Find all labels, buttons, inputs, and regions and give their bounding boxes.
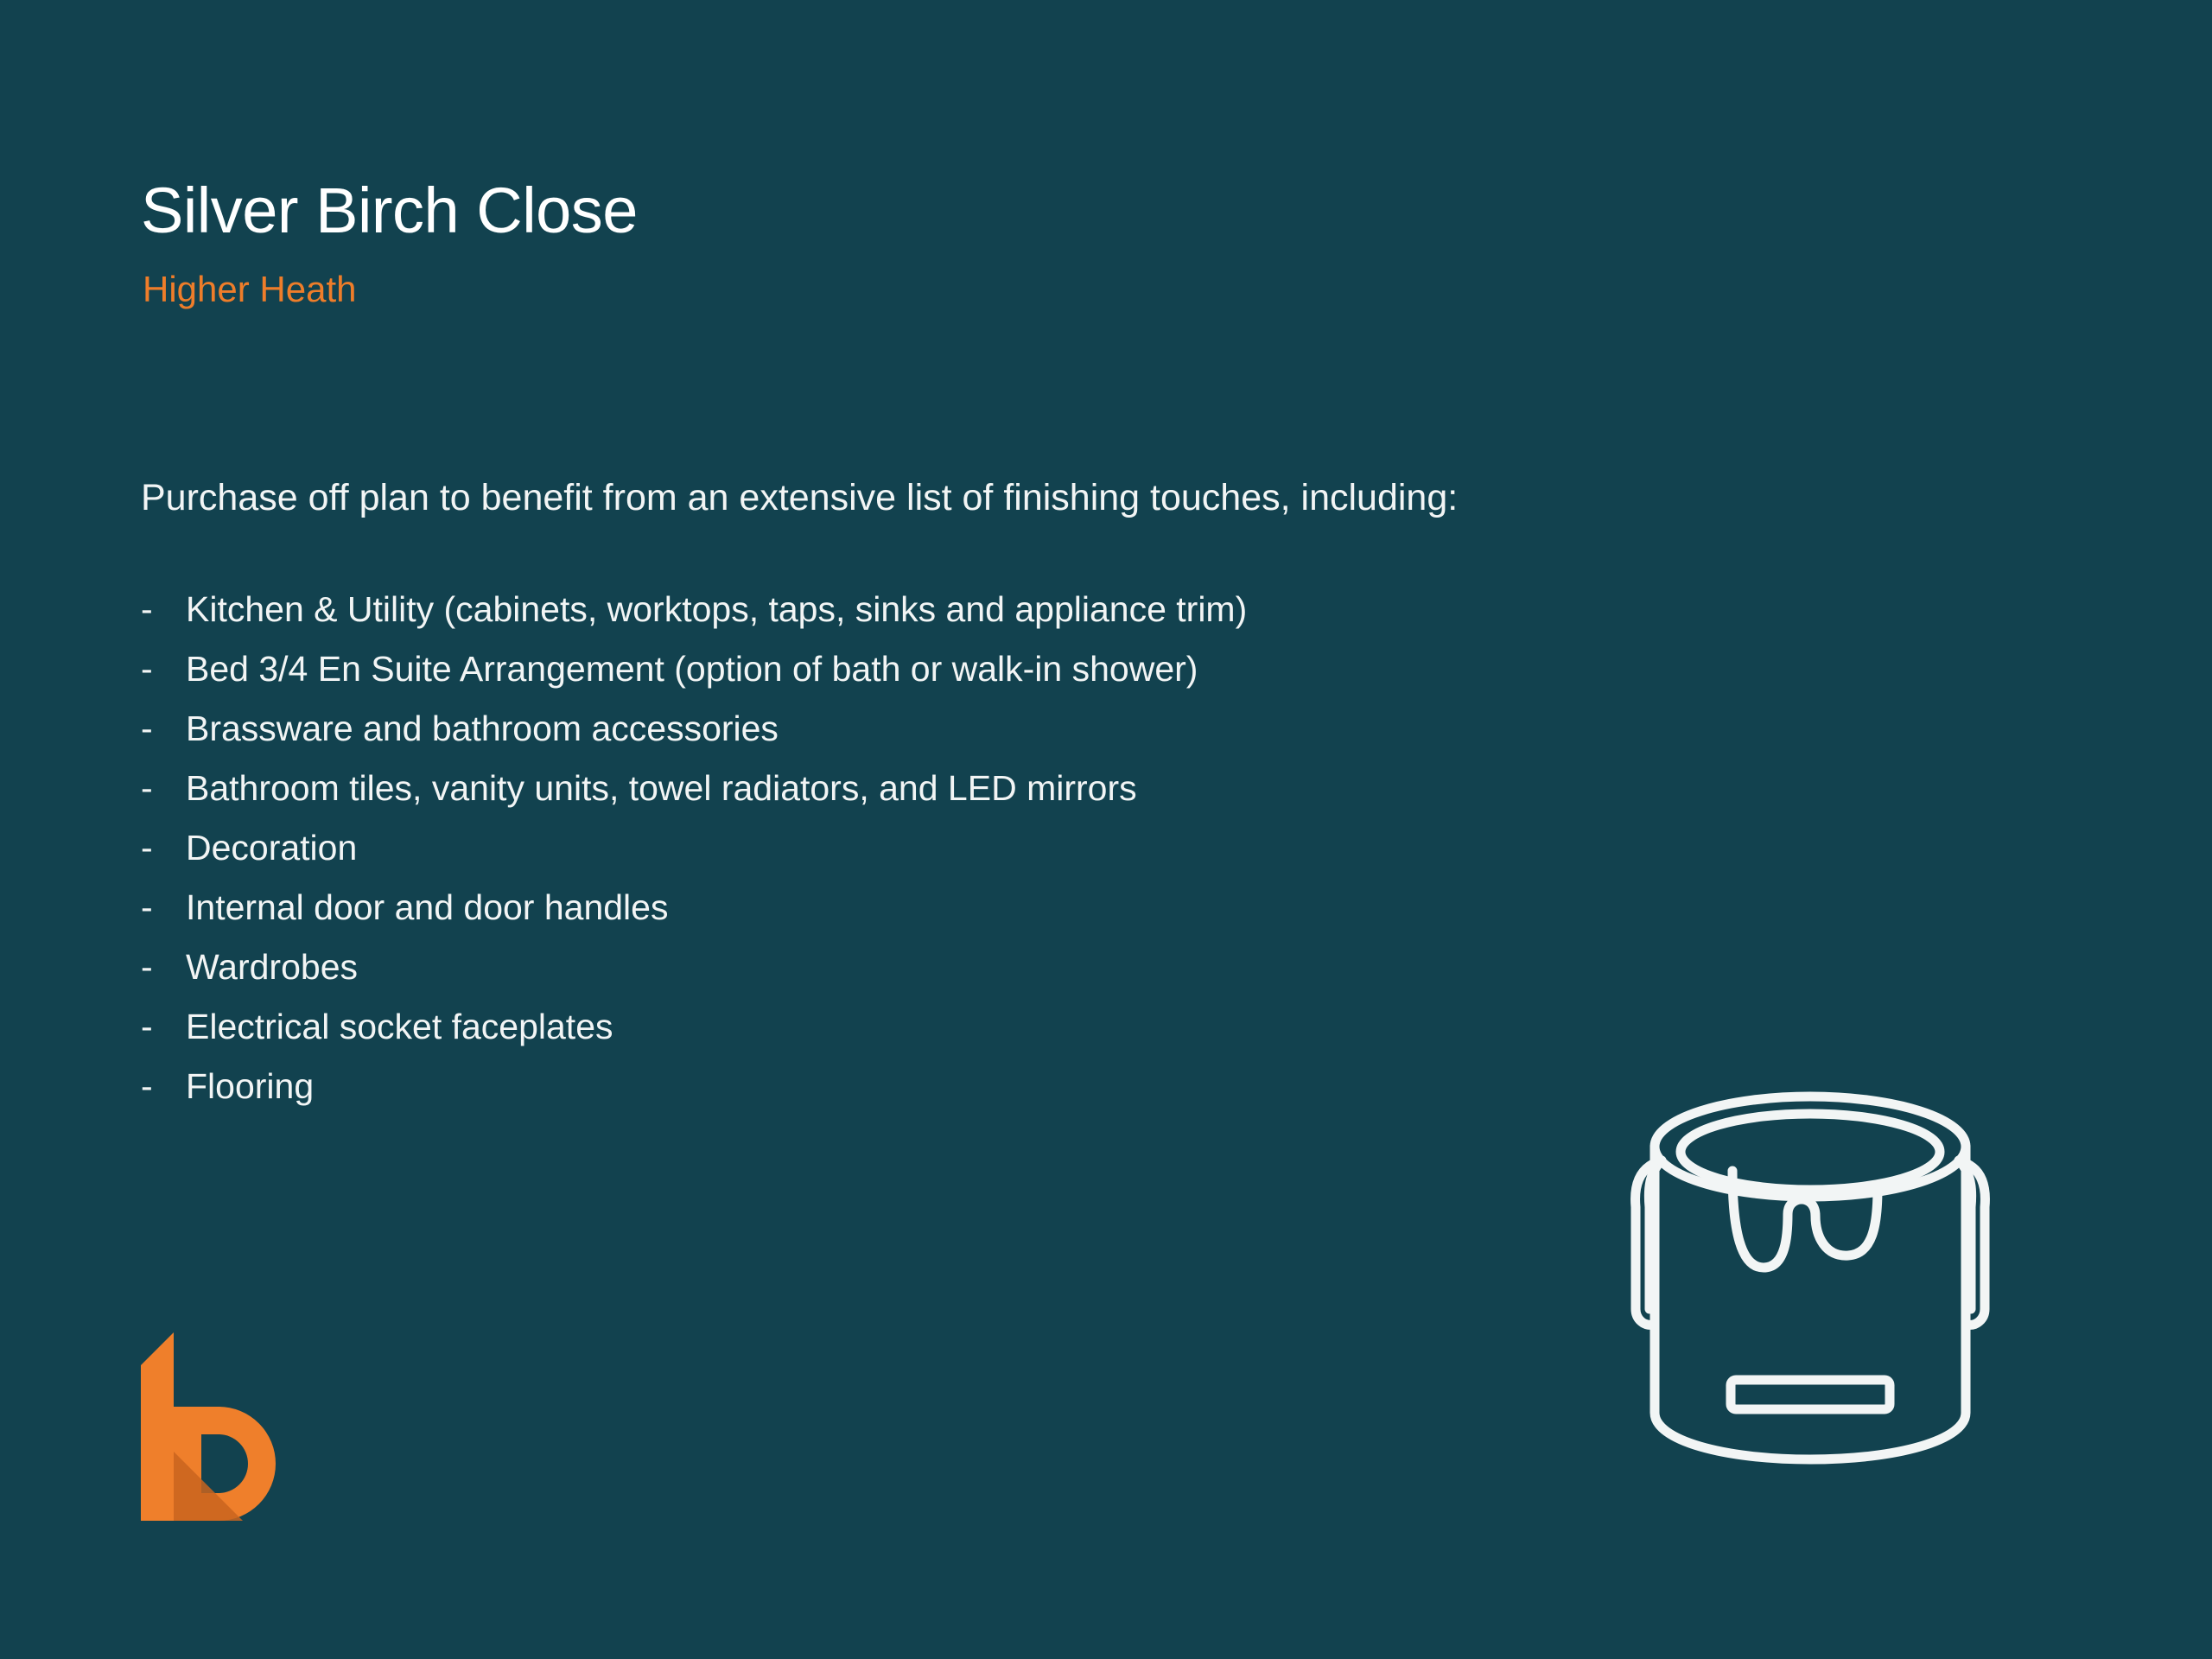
list-item — [141, 768, 1955, 830]
list-item-label: Flooring — [186, 1066, 315, 1106]
bullet-dash-icon: - — [141, 1007, 153, 1046]
bullet-dash-icon: - — [141, 1066, 153, 1106]
list-item-label: Kitchen & Utility (cabinets, worktops, taps, sinks and appliance trim) — [186, 589, 1248, 629]
page-title: Silver Birch Close — [141, 175, 638, 246]
list-item-label: Bed 3/4 En Suite Arrangement (option of bath or walk-in shower) — [186, 649, 1198, 689]
b-logo — [141, 1313, 279, 1521]
list-item-label: Electrical socket faceplates — [186, 1007, 613, 1046]
bullet-dash-icon: - — [141, 709, 153, 748]
bullet-dash-icon: - — [141, 947, 153, 987]
list-item-label: Internal door and door handles — [186, 887, 669, 927]
list-item-label: Wardrobes — [186, 947, 358, 987]
list-item — [141, 830, 1955, 890]
finishing-touches-list — [141, 589, 1955, 1128]
list-item-label: Brassware and bathroom accessories — [186, 709, 779, 748]
bullet-dash-icon: - — [141, 828, 153, 868]
list-item-label: Decoration — [186, 828, 358, 868]
list-item-label: Bathroom tiles, vanity units, towel radiators, and LED mirrors — [186, 768, 1137, 808]
paint-can-icon — [1603, 1050, 2018, 1482]
bullet-dash-icon: - — [141, 649, 153, 689]
intro-paragraph: Purchase off plan to benefit from an extensive list of finishing touches, including: — [141, 477, 1459, 518]
list-item — [141, 649, 1955, 711]
page-subtitle: Higher Heath — [143, 269, 357, 309]
list-item — [141, 589, 1955, 652]
list-item — [141, 887, 1955, 950]
bullet-dash-icon: - — [141, 589, 153, 629]
list-item — [141, 711, 1955, 771]
bullet-dash-icon: - — [141, 887, 153, 927]
bullet-dash-icon: - — [141, 768, 153, 808]
list-item — [141, 947, 1955, 1009]
